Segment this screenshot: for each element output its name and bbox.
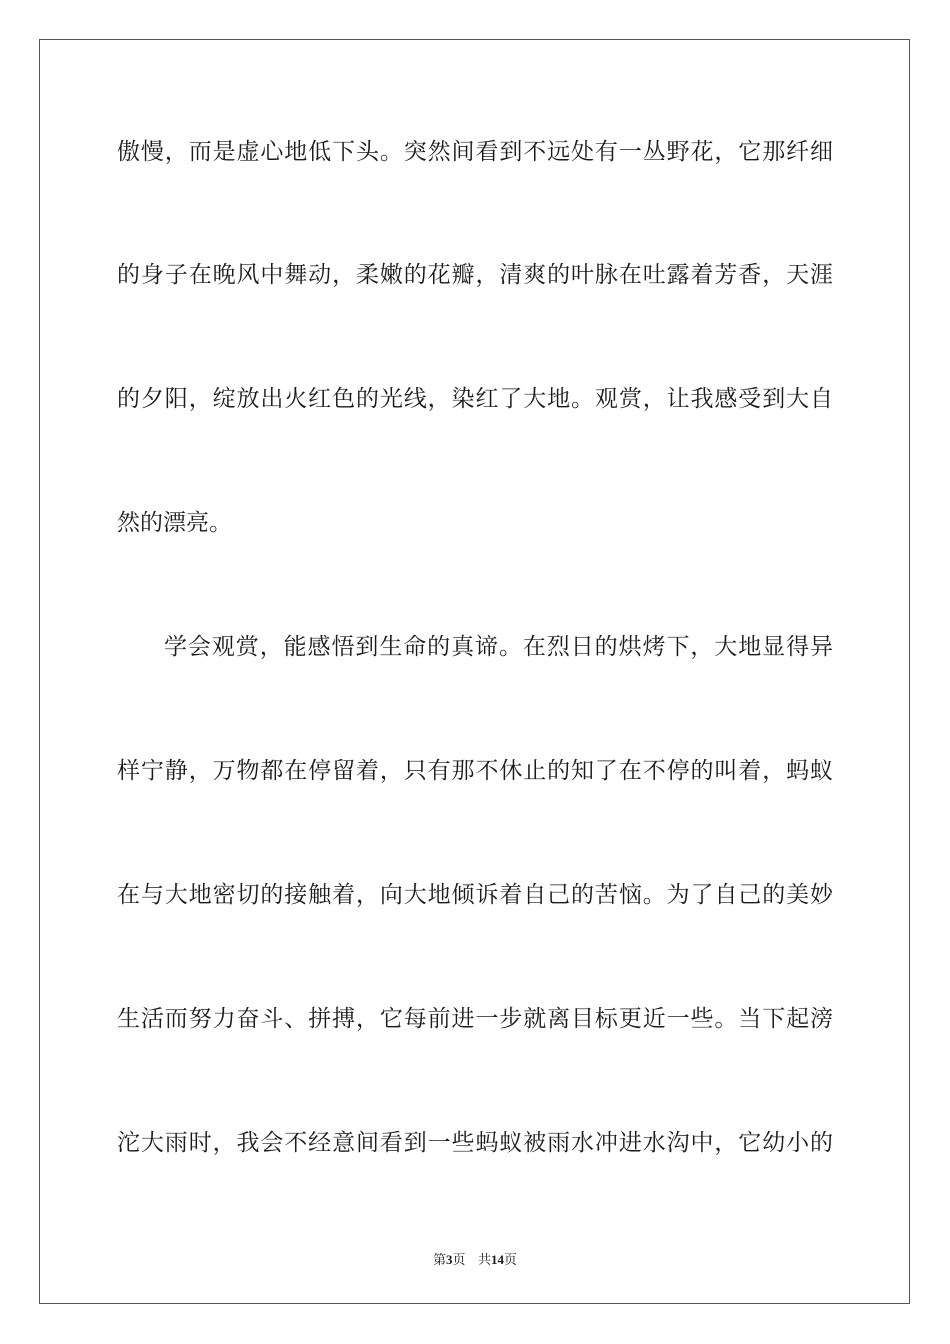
body-line: 的夕阳，绽放出火红色的光线，染红了大地。观赏，让我感受到大自: [117, 386, 833, 412]
body-line: 傲慢，而是虚心地低下头。突然间看到不远处有一丛野花，它那纤细: [117, 139, 833, 165]
body-line: 沱大雨时，我会不经意间看到一些蚂蚁被雨水冲进水沟中，它幼小的: [117, 1130, 833, 1156]
page-footer: [0, 1249, 950, 1268]
paragraph-first-line: 学会观赏，能感悟到生命的真谛。在烈日的烘烤下，大地显得异: [164, 634, 833, 660]
footer-page-suffix: 页: [452, 1253, 466, 1268]
total-pages: 14: [490, 1252, 504, 1267]
body-line: 样宁静，万物都在停留着，只有那不休止的知了在不停的叫着，蚂蚁: [117, 758, 833, 784]
body-line: 在与大地密切的接触着，向大地倾诉着自己的苦恼。为了自己的美妙: [117, 882, 833, 908]
page-border: [39, 39, 910, 1304]
footer-prefix: 第: [433, 1253, 447, 1268]
body-line: 然的漂亮。: [117, 510, 232, 536]
footer-total-prefix: 共: [477, 1253, 491, 1268]
body-line: 的身子在晚风中舞动，柔嫩的花瓣，清爽的叶脉在吐露着芳香，天涯: [117, 262, 833, 288]
body-line: 生活而努力奋斗、拼搏，它每前进一步就离目标更近一些。当下起滂: [117, 1006, 833, 1032]
footer-total-suffix: 页: [503, 1253, 517, 1268]
page-number: 3: [446, 1252, 453, 1267]
